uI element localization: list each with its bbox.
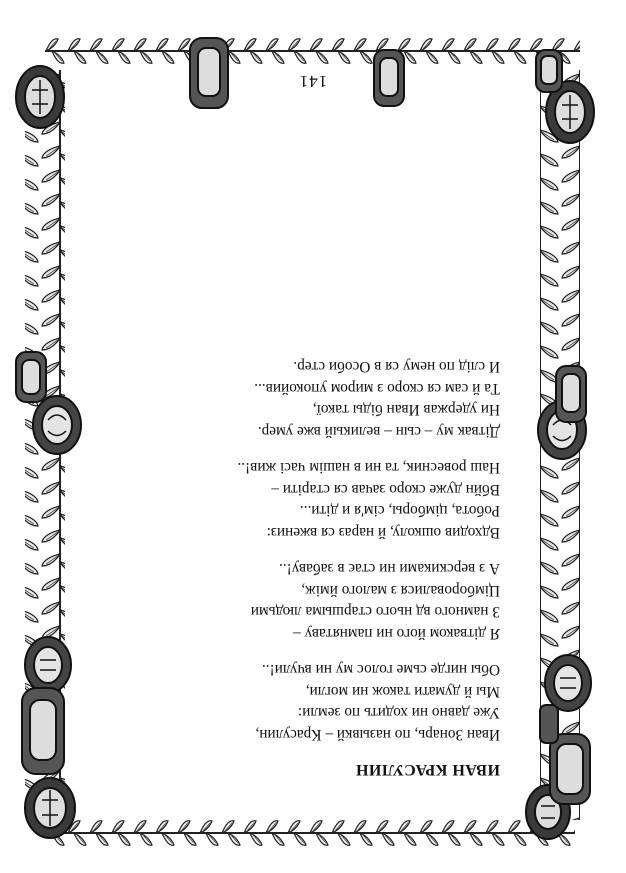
poem-line: Робота, цімборы, сім'я и діти... — [299, 502, 500, 520]
poem-line: Цімборовалися з малого йміж, — [301, 582, 500, 599]
poem-line: Мы й думати також ни могли, — [305, 683, 500, 700]
poem-line: Иван Зонарь, по назывкй – Красулин, — [255, 726, 500, 743]
poem-line: И слід по нему ся в Особи стер. — [293, 358, 500, 376]
poem-line: Ни удержав Иван біды такої, — [312, 401, 500, 419]
poem-body — [120, 341, 500, 745]
stanza — [120, 356, 500, 442]
stanza — [120, 558, 500, 644]
poem-line: Уже давно ни ходить по земли: — [297, 704, 500, 722]
poem-line: А з верскиками ни стає в забаву!.. — [279, 560, 500, 578]
poem-title: ИВАН КРАСУЛИН — [355, 761, 500, 778]
stanza — [120, 659, 500, 745]
page-number: 141 — [298, 72, 328, 91]
poem-line: Я дітваком його ни памнятаву – — [293, 625, 500, 642]
poem-line: Наш ровесник, та ни в нашім часі жив!.. — [237, 459, 500, 477]
poem-line: Обы нигде сьме голос му ни вчули!.. — [261, 661, 500, 679]
poem-line: Та й сам ся скоро з миром упокойив... — [254, 380, 500, 397]
poem-line: З намного вд нього старшыма людьми — [250, 603, 500, 621]
poem-line: Вбйн дуже скоро зачав ся старіти – — [271, 481, 500, 498]
stanza — [120, 457, 500, 543]
poem-line: Вдходив ошколу, й нараз ся вжениз: — [266, 524, 500, 541]
poem-line: Дітвак му – сын – великый вже умер. — [257, 423, 500, 440]
